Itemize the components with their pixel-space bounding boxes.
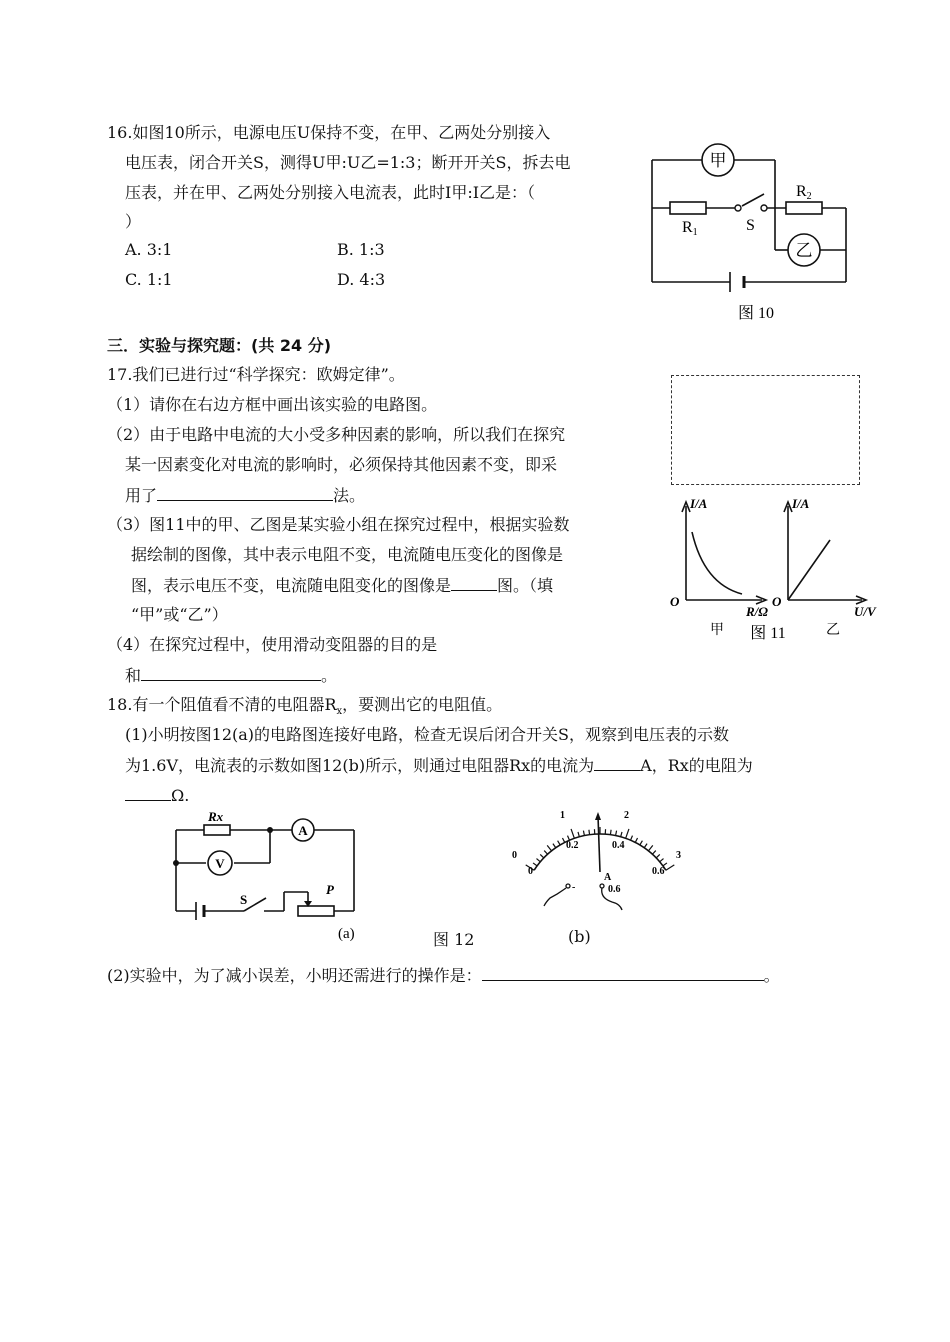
right-x-label: U/V: [854, 604, 876, 619]
q16-line1: 16.如图10所示，电源电压U保持不变，在甲、乙两处分别接入: [107, 123, 551, 142]
q17-part1: （1）请你在右边方框中画出该实验的电路图。: [107, 395, 438, 414]
switch-label: S: [746, 217, 755, 234]
figure-11-caption: 图 11: [750, 625, 786, 642]
q16-option-a: A. 3:1: [125, 240, 173, 259]
dial-tick: [571, 829, 574, 838]
figure-11-graphs: [662, 492, 882, 652]
line-yi: [788, 540, 830, 600]
figure-12-caption: 图 12: [433, 930, 475, 949]
q17-part3-line1: （3）图11中的甲、乙图是某实验小组在探究过程中，根据实验数: [107, 515, 570, 534]
q17-part3-line3: 图，表示电压不变，电流随电阻变化的图像是 图。（填: [131, 572, 553, 596]
q16-option-c: C. 1:1: [125, 270, 173, 289]
q16-option-d: D. 4:3: [337, 270, 386, 289]
q17-line1: 17.我们已进行过“科学探究：欧姆定律”。: [107, 365, 405, 384]
q17-blank-method[interactable]: [157, 482, 333, 501]
voltmeter-label: V: [215, 856, 225, 871]
q17-part2-line1: （2）由于电路中电流的大小受多种因素的影响，所以我们在探究: [107, 425, 566, 444]
slider-p-label: P: [326, 882, 334, 897]
q16-line4: ）: [125, 212, 142, 231]
left-x-label: R/Ω: [746, 604, 768, 619]
scale-lower-06: 0.6: [652, 866, 665, 877]
switch-s-label: S: [240, 892, 248, 907]
ammeter-label: A: [298, 823, 308, 838]
q17-blank-purpose[interactable]: [141, 662, 321, 681]
q18-blank-operation[interactable]: [482, 962, 764, 981]
q18-part1-line3: Ω.: [125, 782, 189, 805]
q17-part3-line2: 据绘制的图像，其中表示电阻不变，电流随电压变化的图像是: [131, 545, 564, 564]
figure-12b-ammeter-dial: [500, 802, 700, 914]
section-3-heading: 三．实验与探究题：(共 24 分): [107, 336, 332, 355]
scale-upper-0: 0: [512, 850, 517, 861]
scale-lower-0: 0: [528, 866, 533, 877]
circuit-drawing-box[interactable]: [671, 375, 860, 485]
left-origin: O: [670, 594, 680, 609]
curve-jia: [692, 532, 742, 594]
figure-12b-label: (b): [568, 927, 591, 946]
q18-blank-resistance[interactable]: [125, 782, 171, 801]
dial-tick: [626, 829, 629, 838]
q17-part2-line3: 用了 法。: [125, 482, 365, 506]
q17-part4-line1: （4）在探究过程中，使用滑动变阻器的目的是: [107, 635, 438, 654]
q18-part1-line1: (1)小明按图12(a)的电路图连接好电路，检查无误后闭合开关S，观察到电压表的示数: [125, 725, 730, 744]
q18-blank-current[interactable]: [594, 752, 640, 771]
figure-12a-circuit: [160, 808, 370, 943]
terminal-06-label: 0.6: [608, 884, 621, 895]
meter-yi-label: 乙: [795, 241, 813, 260]
dial-tick: [648, 845, 652, 850]
terminal-minus-label: -: [572, 882, 576, 893]
q17-part2-line2: 某一因素变化对电流的影响时，必须保持其他因素不变，即采: [125, 455, 558, 474]
graph-yi-label: 乙: [826, 623, 840, 638]
scale-upper-3: 3: [676, 850, 681, 861]
q17-part4-line2: 和 。: [125, 662, 337, 686]
scale-upper-2: 2: [624, 810, 629, 821]
meter-jia-label: 甲: [709, 151, 727, 170]
scale-upper-1: 1: [560, 810, 565, 821]
q16-line3: 压表，并在甲、乙两处分别接入电流表，此时I甲:I乙是：（: [125, 183, 536, 202]
dial-tick: [547, 845, 551, 850]
graph-jia-label: 甲: [710, 623, 724, 638]
scale-lower-04: 0.4: [612, 840, 625, 851]
q17-blank-graph[interactable]: [451, 572, 497, 591]
q18-part1-line2: 为1.6V，电流表的示数如图12(b)所示，则通过电阻器Rx的电流为 A，Rx的电阻为: [125, 752, 753, 776]
scale-lower-02: 0.2: [566, 840, 579, 851]
q17-part3-line4: “甲”或“乙”）: [131, 605, 228, 624]
terminal-06-icon: [600, 884, 604, 888]
q16-option-b: B. 1:3: [337, 240, 385, 259]
wire-minus: [544, 888, 566, 906]
figure-12a-label: (a): [338, 926, 355, 942]
q18-line1: 18.有一个阻值看不清的电阻器$R_x$，要测出它的电阻值。: [107, 695, 503, 718]
terminal-a-label: A: [604, 872, 612, 883]
right-y-label: I/A: [792, 496, 810, 511]
dial-needle: [598, 816, 600, 872]
rx-label: Rx: [208, 809, 224, 824]
q18-part2-line: (2)实验中，为了减小误差，小明还需进行的操作是： 。: [107, 962, 780, 986]
q16-line2: 电压表，闭合开关S，测得U甲:U乙=1:3；断开开关S，拆去电: [125, 153, 571, 172]
terminal-minus-icon: [566, 884, 570, 888]
figure-10-circuit: [640, 140, 860, 330]
resistor-r1-label: R1: [682, 219, 698, 238]
left-y-label: I/A: [690, 496, 708, 511]
right-origin: O: [772, 594, 782, 609]
resistor-r2-label: R2: [796, 183, 812, 202]
figure-10-caption: 图 10: [737, 305, 775, 322]
dial-tick: [666, 865, 674, 870]
